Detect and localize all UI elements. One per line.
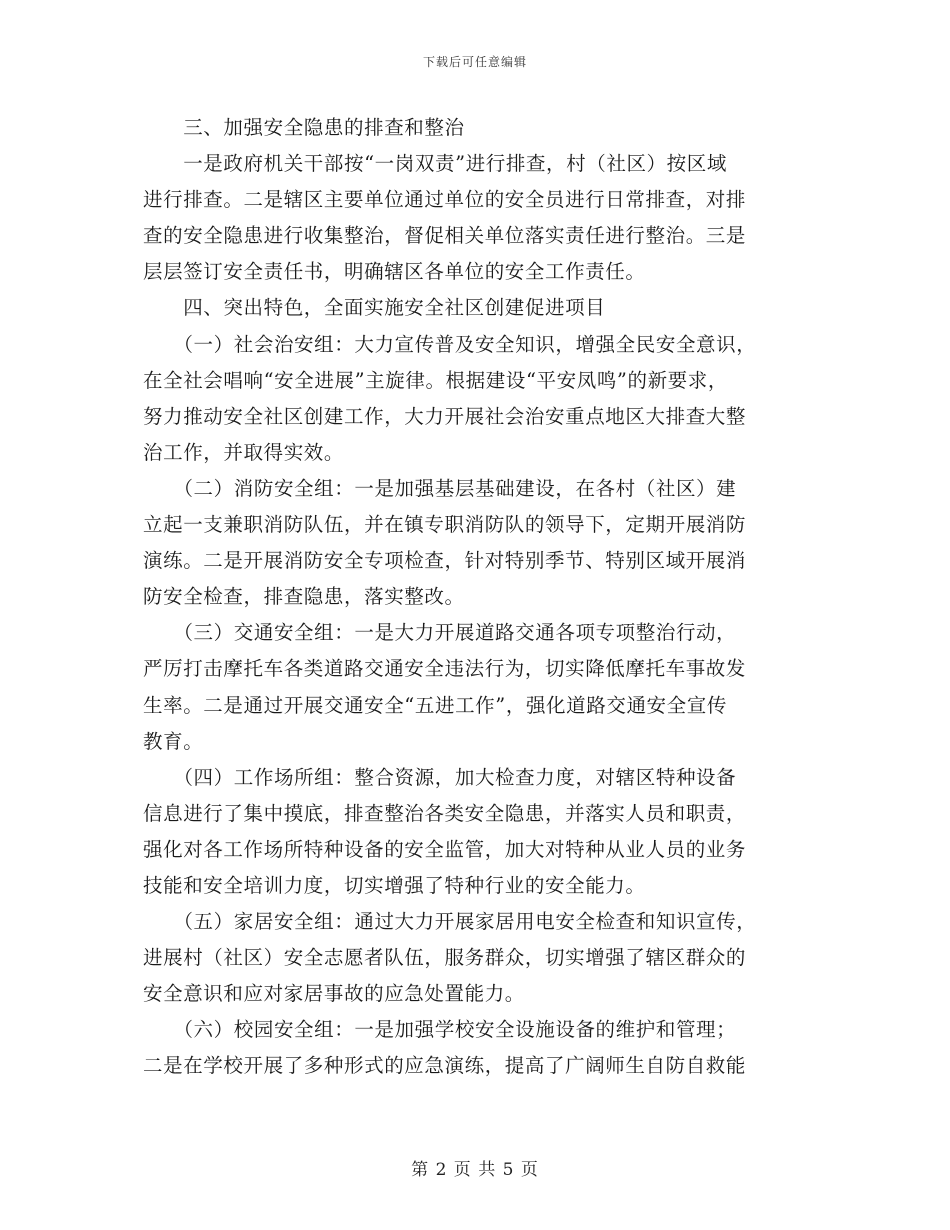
text-line: 立起一支兼职消防队伍，并在镇专职消防队的领导下，定期开展消防 [143, 513, 747, 537]
text-line: 防安全检查，排查隐患，落实整改。 [143, 585, 465, 609]
text-line: （一）社会治安组：大力宣传普及安全知识，增强全民安全意识， [143, 332, 757, 356]
text-line: 严厉打击摩托车各类道路交通安全违法行为，切实降低摩托车事故发 [143, 657, 747, 681]
text-line: 查的安全隐患进行收集整治，督促相关单位落实责任进行整治。三是 [143, 224, 747, 248]
text-line: 技能和安全培训力度，切实增强了特种行业的安全能力。 [143, 873, 646, 897]
text-line: 安全意识和应对家居事故的应急处置能力。 [143, 982, 525, 1006]
text-line: 四、突出特色，全面实施安全社区创建促进项目 [143, 296, 606, 320]
text-line: 进行排查。二是辖区主要单位通过单位的安全员进行日常排查，对排 [143, 188, 747, 212]
text-line: 进展村（社区）安全志愿者队伍，服务群众，切实增强了辖区群众的 [143, 946, 747, 970]
text-line: （二）消防安全组：一是加强基层基础建设，在各村（社区）建 [143, 476, 737, 500]
text-line: 一是政府机关干部按“一岗双责”进行排查，村（社区）按区域 [143, 152, 727, 176]
text-line: 努力推动安全社区创建工作，大力开展社会治安重点地区大排查大整 [143, 404, 747, 428]
text-line: 二是在学校开展了多种形式的应急演练，提高了广阔师生自防自救能 [143, 1054, 747, 1078]
text-line: 生率。二是通过开展交通安全“五进工作”，强化道路交通安全宣传 [143, 693, 727, 717]
page-header: 下载后可任意编辑 [422, 55, 527, 69]
text-line: （三）交通安全组：一是大力开展道路交通各项专项整治行动， [143, 621, 737, 645]
text-line: （四）工作场所组：整合资源，加大检查力度，对辖区特种设备 [143, 765, 737, 789]
text-line: 演练。二是开展消防安全专项检查，针对特别季节、特别区域开展消 [143, 549, 747, 573]
text-line: 层层签订安全责任书，明确辖区各单位的安全工作责任。 [143, 260, 646, 284]
text-line: 治工作，并取得实效。 [143, 440, 345, 464]
document-body [143, 110, 808, 1085]
text-line: 在全社会唱响“安全进展”主旋律。根据建设“平安凤鸣”的新要求， [143, 368, 728, 392]
text-line: 教育。 [143, 729, 204, 753]
text-line: （六）校园安全组：一是加强学校安全设施设备的维护和管理； [143, 1018, 737, 1042]
text-line: 强化对各工作场所特种设备的安全监管，加大对特种从业人员的业务 [143, 837, 747, 861]
page-footer: 第 2 页 共 5 页 [411, 1160, 539, 1180]
text-line: （五）家居安全组：通过大力开展家居用电安全检查和知识宣传， [143, 910, 757, 934]
text-line: 三、加强安全隐患的排查和整治 [143, 116, 465, 139]
text-line: 信息进行了集中摸底，排查整治各类安全隐患，并落实人员和职责， [143, 801, 747, 825]
